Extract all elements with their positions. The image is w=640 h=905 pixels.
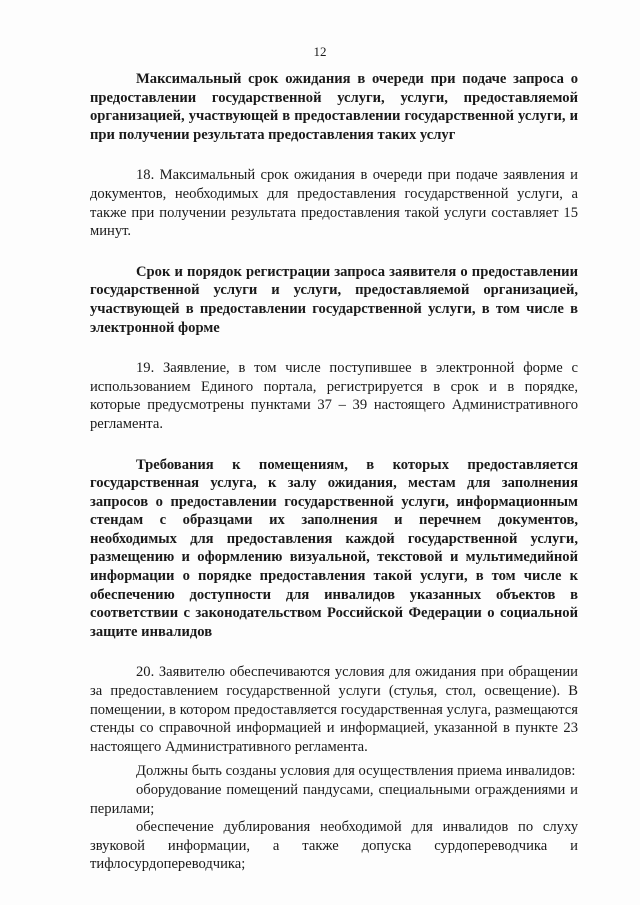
- paragraph-disabled-conditions: Должны быть созданы условия для осуществления приема инвалидов:: [136, 763, 576, 780]
- page-number: 12: [313, 44, 327, 59]
- section-heading-queue-time: Максимальный срок ожидания в очереди при подаче запроса о предоставлении государственной услуги, услуги, предоставляемой организацией, участвующей в предоставлении государственной услуги, и при получении результата предоставления таких услуг: [90, 71, 578, 143]
- paragraph-ramps: оборудование помещений пандусами, специальными ограждениями и перилами;: [90, 782, 578, 817]
- paragraph-sign-language: обеспечение дублирования необходимой для инвалидов по слуху звуковой информации, а также допуска сурдопереводчика и тифлосурдопереводчика;: [90, 819, 578, 873]
- paragraph-19: 19. Заявление, в том числе поступившее в электронной форме с использованием Единого портала, регистрируется в срок и в порядке, которые предусмотрены пунктами 37 – 39 настоящего Административного регламента.: [90, 360, 578, 432]
- paragraph-18: 18. Максимальный срок ожидания в очереди при подаче заявления и документов, необходимых для предоставления государственной услуги, а также при получении результата предоставления такой услуги составляет 15 минут.: [90, 167, 578, 240]
- section-heading-premises-requirements: Требования к помещениям, в которых предоставляется государственная услуга, к залу ожидания, местам для заполнения запросов о предоставлении государственной услуги, информационным стендам с образцами их заполнения и перечнем документов, необходимых для предоставления каждой государственной услуги, размещению и оформлению визуальной, текстовой и мультимедийной информации о порядке предоставления такой услуги, в том числе к обеспечению доступности для инвалидов указанных объектов в соответствии с законодательством Российской Федерации о социальной защите инвалидов: [90, 456, 578, 640]
- page-content: [90, 70, 578, 874]
- section-heading-registration: Срок и порядок регистрации запроса заявителя о предоставлении государственной услуги и услуги, предоставляемой организацией, участвующей в предоставлении государственной услуги, в том числе в электронной форме: [90, 263, 578, 336]
- paragraph-20: 20. Заявителю обеспечиваются условия для ожидания при обращении за предоставлением государственной услуги (стулья, стол, освещение). В помещении, в котором предоставляется государственная услуга, размещаются стенды со справочной информацией и информацией, указанной в пункте 23 настоящего Административного регламента.: [90, 664, 578, 755]
